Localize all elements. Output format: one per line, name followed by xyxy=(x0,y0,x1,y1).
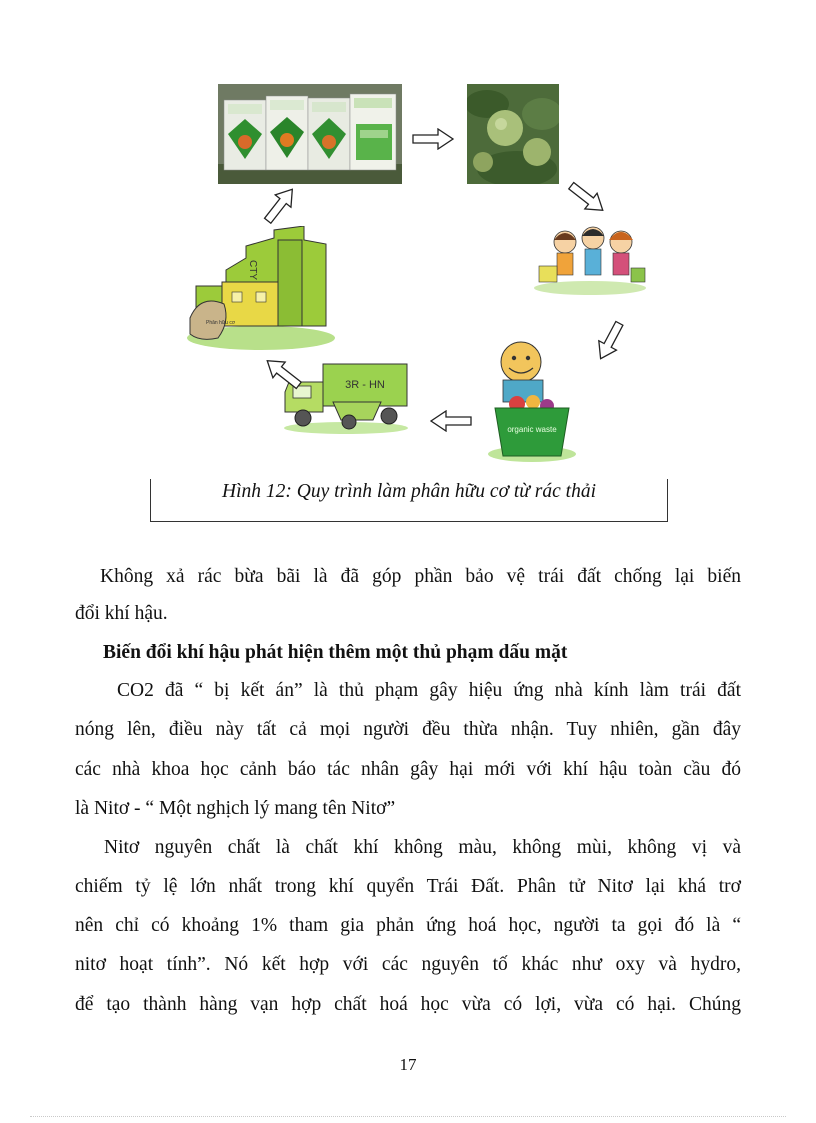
paragraph-3-line-5: để tạo thành hàng vạn hợp chất hoá học vừa có lợi, vừa có hại. Chúng xyxy=(75,994,741,1015)
orange-fruit-image xyxy=(467,84,559,184)
paragraph-3-line-2: chiếm tỷ lệ lớn nhất trong khí quyển Trái Đất. Phân tử Nitơ lại khá trơ xyxy=(75,876,741,897)
arrow-left-icon xyxy=(430,410,472,432)
paragraph-2-line-4: là Nitơ - “ Một nghịch lý mang tên Nitơ” xyxy=(75,798,396,819)
arrow-down-right-icon xyxy=(564,176,611,219)
page-number: 17 xyxy=(399,1055,417,1074)
paragraph-1-line-2: đổi khí hậu. xyxy=(75,603,168,624)
paragraph-3-line-3: nên chỉ có khoảng 1% tham gia phản ứng hoá học, người ta gọi đó là “ xyxy=(75,915,741,936)
building-label: CTY xyxy=(247,260,258,280)
children-cartoon-image xyxy=(531,222,649,296)
compost-bags-image xyxy=(218,84,402,184)
figure-caption-box xyxy=(150,479,668,522)
footer-divider xyxy=(30,1116,786,1117)
arrow-right-icon xyxy=(412,128,454,150)
compost-factory-image xyxy=(186,226,336,350)
paragraph-2-line-1: CO2 đã “ bị kết án” là thủ phạm gây hiệu ứng nhà kính làm trái đất xyxy=(117,680,741,701)
paragraph-2-line-2: nóng lên, điều này tất cả mọi người đều thừa nhận. Tuy nhiên, gần đây xyxy=(75,719,741,740)
paragraph-3-line-1: Nitơ nguyên chất là chất khí không màu, không mùi, không vị và xyxy=(104,837,741,858)
section-heading: Biến đổi khí hậu phát hiện thêm một thủ phạm dấu mặt xyxy=(103,642,568,663)
garbage-truck-image xyxy=(281,358,411,434)
paragraph-2-line-3: các nhà khoa học cảnh báo tác nhân gây hại mới với khí hậu toàn cầu đó xyxy=(75,759,741,780)
organic-waste-bin-image xyxy=(487,340,577,462)
compost-bag-label: Phân hữu cơ xyxy=(206,320,236,326)
arrow-down-left-icon xyxy=(590,317,629,364)
truck-label: 3R - HN xyxy=(345,379,385,391)
figure-caption: Hình 12: Quy trình làm phân hữu cơ từ rác thải xyxy=(222,481,596,502)
paragraph-3-line-4: nitơ hoạt tính”. Nó kết hợp với các nguyên tố khác như oxy và hydro, xyxy=(75,954,741,975)
arrow-up-right-icon xyxy=(258,182,301,229)
paragraph-1-line-1: Không xả rác bừa bãi là đã góp phần bảo vệ trái đất chống lại biến xyxy=(100,566,741,587)
compost-cycle-figure xyxy=(0,0,816,530)
bin-label: organic waste xyxy=(507,425,557,434)
